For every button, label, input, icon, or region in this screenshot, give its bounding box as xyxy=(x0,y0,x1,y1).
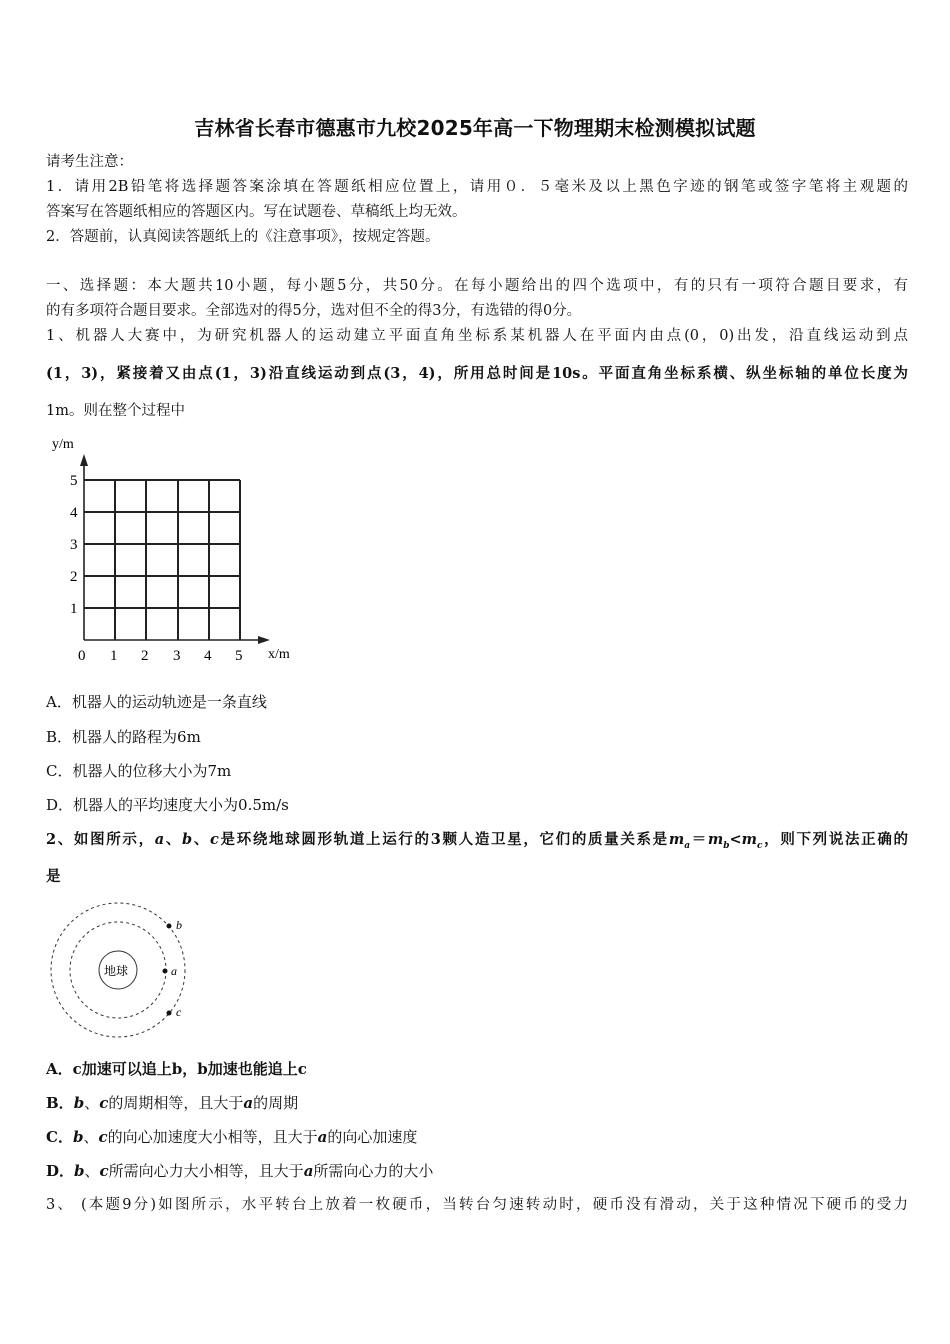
satellite-a-label: a xyxy=(171,964,177,978)
y-tick-5: 5 xyxy=(70,473,78,489)
q1-option-a: A．机器人的运动轨迹是一条直线 xyxy=(46,693,267,711)
q2-option-d: D．b、c所需向心力大小相等，且大于a所需向心力的大小 xyxy=(46,1162,434,1180)
notice-line-2: 2．答题前，认真阅读答题纸上的《注意事项》，按规定答题。 xyxy=(46,229,440,245)
q2-option-c: C．b、c的向心加速度大小相等，且大于a的向心加速度 xyxy=(46,1128,418,1146)
x-tick-0: 0 xyxy=(78,648,86,664)
y-tick-4: 4 xyxy=(70,505,78,521)
y-tick-1: 1 xyxy=(70,601,78,617)
x-axis-arrow xyxy=(258,636,270,644)
y-tick-3: 3 xyxy=(70,537,78,553)
x-tick-4: 4 xyxy=(204,648,212,664)
satellite-c xyxy=(167,1011,172,1016)
x-axis-label: x/m xyxy=(268,647,290,662)
x-tick-1: 1 xyxy=(110,648,118,664)
q2-option-a: A．c加速可以追上b，b加速也能追上c xyxy=(46,1060,307,1078)
section-instruction-2: 的有多项符合题目要求。全部选对的得5分，选对但不全的得3分，有选错的得0分。 xyxy=(46,303,582,319)
notice-line-1b: 答案写在答题纸相应的答题区内。写在试题卷、草稿纸上均无效。 xyxy=(46,204,467,220)
orbit-figure xyxy=(48,900,198,1040)
question-1-line-3: 1m。则在整个过程中 xyxy=(46,403,185,419)
q2-option-b: B．b、c的周期相等，且大于a的周期 xyxy=(46,1094,299,1112)
q1-option-d: D．机器人的平均速度大小为0.5m/s xyxy=(46,796,289,814)
q1-option-c: C．机器人的位移大小为7m xyxy=(46,762,232,780)
x-tick-3: 3 xyxy=(173,648,181,664)
satellite-c-label: c xyxy=(176,1005,182,1019)
y-tick-2: 2 xyxy=(70,569,78,585)
q1-option-b: B．机器人的路程为6m xyxy=(46,728,201,746)
coordinate-grid-figure xyxy=(50,430,305,670)
earth-label: 地球 xyxy=(104,964,129,978)
satellite-b xyxy=(167,924,172,929)
x-tick-2: 2 xyxy=(141,648,149,664)
satellite-b-label: b xyxy=(176,918,182,932)
question-1-line-2: (1，3)，紧接着又由点(1，3)沿直线运动到点(3，4)，所用总时间是10s。平面直角坐标系横、纵坐标轴的单位长度为 xyxy=(46,365,908,382)
page-title: 吉林省长春市德惠市九校2025年高一下物理期末检测模拟试题 xyxy=(194,116,756,140)
question-3-line-1: 3、 (本题9分)如图所示，水平转台上放着一枚硬币，当转台匀速转动时，硬币没有滑动，关于这种情况下硬币的受力 xyxy=(46,1197,908,1213)
x-tick-5: 5 xyxy=(235,648,243,664)
notice-line-1a: 1．请用2B铅笔将选择题答案涂填在答题纸相应位置上，请用０．５毫米及以上黑色字迹的钢笔或签字笔将主观题的 xyxy=(46,179,908,195)
question-1-line-1: 1、机器人大赛中，为研究机器人的运动建立平面直角坐标系某机器人在平面内由点(0，0)出发，沿直线运动到点 xyxy=(46,328,908,344)
section-instruction-1: 一、选择题：本大题共10小题，每小题5分，共50分。在每小题给出的四个选项中，有的只有一项符合题目要求，有 xyxy=(46,278,908,294)
question-2-line-1: 2、如图所示，a、b、c是环绕地球圆形轨道上运行的3颗人造卫星，它们的质量关系是$m_a=m_b<m_c$，则下列说法正确的 xyxy=(46,831,908,851)
y-axis-label: y/m xyxy=(52,437,74,452)
y-axis-arrow xyxy=(80,454,88,466)
question-2-line-2: 是 xyxy=(46,868,61,885)
satellite-a xyxy=(163,969,168,974)
notice-heading: 请考生注意： xyxy=(46,154,133,170)
grid-lines xyxy=(84,480,240,640)
